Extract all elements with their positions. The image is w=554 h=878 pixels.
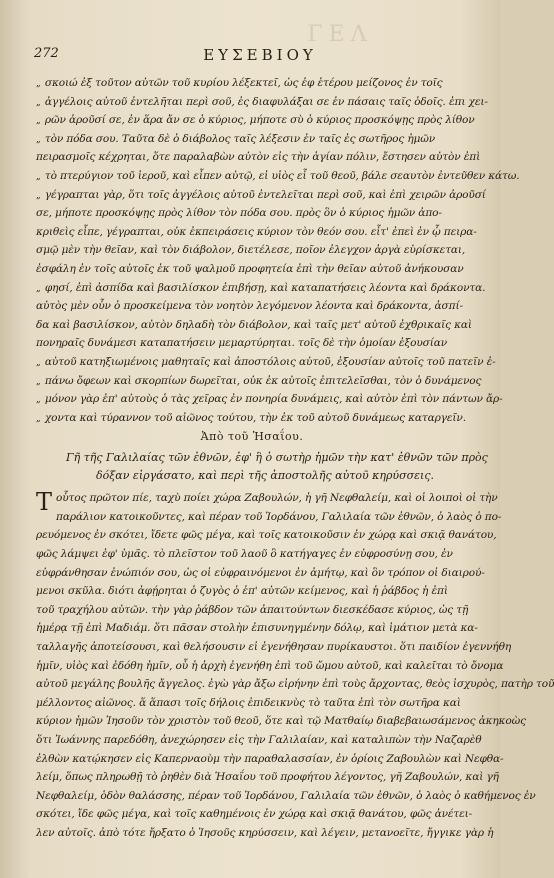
text-line: „ τὸ πτερύγιον τοῦ ἱεροῦ, καὶ εἶπεν αὐτῷ, εἰ υἱὸς εἶ τοῦ θεοῦ, βάλε σεαυτὸν ἐντεῦθεν κάτω. (36, 167, 468, 186)
text-line: τοῦ τραχήλου αὐτῶν. τὴν γὰρ ῥάβδον τῶν ἀπαιτούντων διεσκέδασε κύριος, ὡς τῇ (36, 603, 469, 616)
text-line: αὐτοῦ μεγάλης βουλῆς ἄγγελος. ἐγὼ γὰρ ἄξω εἰρήνην ἐπὶ τοὺς ἄρχοντας, θεὸς ἰσχυρὸς, πατὴρ τοῦ (36, 678, 554, 691)
text-line: οὗτος πρῶτον πίε, ταχὺ ποίει χώρα Ζαβουλών, ἡ γῆ Νεφθαλείμ, καὶ οἱ λοιποὶ οἱ τὴν (56, 492, 498, 505)
text-line: „ αὐτοῦ κατηξιωμένοις μαθηταῖς καὶ ἀποστόλοις αὐτοῦ, ἐξουσίαν αὐτοῖς τοῦ πατεῖν ἐ- (36, 353, 468, 372)
text-line: αὐτὸς μὲν οὖν ὁ προσκείμενα τὸν νοητὸν λεγόμενον λέοντα καὶ δράκοντα, ἀσπί- (36, 300, 463, 313)
text-line: μενοι σκῦλα. διότι ἀφῄρηται ὁ ζυγὸς ὁ ἐπ' αὐτῶν κείμενος, καὶ ἡ ῥάβδος ἡ ἐπὶ (36, 585, 448, 598)
text-line: λεν αὐτοῖς. ἀπὸ τότε ἤρξατο ὁ Ἰησοῦς κηρύσσειν, καὶ λέγειν, μετανοεῖτε, ἤγγικε γὰρ ἡ (36, 826, 494, 839)
text-line: „ μόνον γὰρ ἐπ' αὐτοὺς ὁ τὰς χεῖρας ἐν πονηρία δυνάμεις, καὶ αὐτὸν ἐπὶ τὸν πάντων ἄρ- (36, 390, 468, 409)
text-line: „ πάνω ὄφεων καὶ σκορπίων δωρεῖται, οὐκ ἐκ αὐτοῖς ἐπιτελεῖσθαι, τὸν ὁ δυνάμενος (36, 372, 468, 391)
text-line: ταλλαγῆς ἀποτείσουσι, καὶ θελήσουσιν εἰ ἐγενήθησαν πυρίκαυστοι. ὅτι παιδίον ἐγεννήθη (36, 641, 512, 654)
text-line: „ σκοιώ ἐξ τοῦτον αὐτῶν τοῦ κυρίου λέξεκτεῖ, ὡς ἐφ ἑτέρου μείζονος ἐν τοῖς (36, 74, 468, 93)
text-line: ἐσφάλη ἐν τοῖς αὐτοῖς ἐκ τοῦ ψαλμοῦ προφητεία ἐπὶ τὴν θεῖαν αὐτοῦ ἀνήκουσαν (36, 262, 464, 275)
verse-line: Γῆ τῆς Γαλιλαίας τῶν ἐθνῶν, ἐφ' ἣ ὁ σωτὴρ ἡμῶν τὴν κατ' ἐθνῶν τῶν πρὸς (66, 451, 488, 465)
page-body (36, 74, 554, 843)
text-line: πειρασμοῖς κέχρηται, ὅτε παραλαβὼν αὐτὸν εἰς τὴν ἁγίαν πόλιν, ἔστησεν αὐτὸν ἐπὶ (36, 151, 481, 164)
text-line: ἡμῖν, υἱὸς καὶ ἐδόθη ἡμῖν, οὗ ἡ ἀρχὴ ἐγενήθη ἐπὶ τοῦ ὤμου αὐτοῦ, καὶ καλεῖται τὸ ὄνομα (36, 659, 504, 672)
running-head: ΕΥΣΕΒΙΟΥ (203, 46, 317, 64)
text-line: σμῷ μὲν τὴν θεῖαν, καὶ τὸν διάβολον, διετέλεσε, ποῖον ἐλεγχον ἀργὰ εὑρίσκεται, (36, 244, 466, 257)
text-line: ὅτι Ἰωάννης παρεδόθη, ἀνεχώρησεν εἰς τὴν Γαλιλαίαν, καὶ καταλιπὼν τὴν Ναζαρὲθ (36, 734, 482, 746)
text-line: παράλιον κατοικοῦντες, καὶ πέραν τοῦ Ἰορδάνου, Γαλιλαία τῶν ἐθνῶν, ὁ λαὸς ὁ πο- (56, 510, 502, 523)
page-header (0, 46, 500, 66)
text-line: φῶς λάμψει ἐφ' ὑμᾶς. τὸ πλεῖστον τοῦ λαοῦ ὃ κατήγαγες ἐν εὐφροσύνῃ σου, ἐν (36, 548, 453, 561)
text-line: „ ἀγγέλοις αὐτοῦ ἐντελῆται περὶ σοῦ, ἐς διαφυλάξαι σε ἐν πάσαις ταῖς ὁδοῖς. ἐπι χει- (36, 93, 468, 112)
verse-block (36, 449, 488, 485)
text-block-1 (36, 74, 520, 427)
section-heading: Ἀπὸ τοῦ Ἡσαΐου. (200, 430, 304, 444)
page-number: 272 (34, 46, 59, 61)
text-line: „ τὸν πόδα σου. Ταῦτα δὲ ὁ διάβολος ταῖς λέξεσιν ἐν ταῖς ἐς σωτῆρος ἡμῶν (36, 130, 468, 149)
text-line: κύριον ἡμῶν Ἰησοῦν τὸν χριστὸν τοῦ θεοῦ, ὅτε καὶ τῷ Ματθαίῳ διαβεβαιωσάμενος ἀκηκοὼς (36, 715, 526, 728)
text-line: ἐλθὼν κατῴκησεν εἰς Καπερναοὺμ τὴν παραθαλασσίαν, ἐν ὁρίοις Ζαβουλὼν καὶ Νεφθα- (36, 752, 504, 765)
text-line: „ ρῶν ἀροῦσί σε, ἐν ἅρα ἄν σε ὁ κύριος, μήποτε σὺ ὁ κύριος προσκόψῃς πρὸς λίθον (36, 111, 468, 130)
text-line: „ φησί, ἐπὶ ἀσπίδα καὶ βασιλίσκον ἐπιβήσῃ, καὶ καταπατήσεις λέοντα καὶ δράκοντα. (36, 279, 468, 298)
text-line: λείμ, ὅπως πληρωθῇ τὸ ῥηθὲν διὰ Ἡσαΐου τοῦ προφήτου λέγοντος, γῆ Ζαβουλών, καὶ γῆ (36, 771, 499, 784)
text-line: ρευόμενος ἐν σκότει, ἴδετε φῶς μέγα, καὶ τοῖς κατοικοῦσιν ἐν χώρᾳ καὶ σκιᾷ θανάτου, (36, 529, 497, 542)
text-block-2 (36, 488, 554, 842)
text-line: „ χοντα καὶ τύραννον τοῦ αἰῶνος τούτου, τὴν ἐκ τοῦ αὐτοῦ δυνάμεως καταργεῖν. (36, 409, 468, 428)
text-line: εὐφράνθησαν ἐνώπιόν σου, ὡς οἱ εὐφραινόμενοι ἐν ἀμήτῳ, καὶ ὃν τρόπον οἱ διαιρού- (36, 566, 485, 579)
text-line: κριθεὶς εἶπε, γέγραπται, οὐκ ἐκπειράσεις κύριον τὸν θεόν σου. εἶτ' ἐπεὶ ἐν ᾧ πειρα- (36, 225, 477, 238)
drop-initial: Τ (36, 488, 53, 517)
text-line: πονηραῖς δυνάμεσι καταπατήσειν μεμαρτύρηται. τοῖς δὲ τὴν ὁμοίαν ἐξουσίαν (36, 337, 448, 350)
text-line: δα καὶ βασιλίσκον, αὐτὸν δηλαδὴ τὸν διάβολον, καὶ ταῖς μετ' αὐτοῦ ἐχθρικαῖς καὶ (36, 318, 472, 331)
text-line: ἡμέρᾳ τῇ ἐπὶ Μαδιάμ. ὅτι πᾶσαν στολὴν ἐπισυνηγμένην δόλῳ, καὶ ἱμάτιον μετὰ κα- (36, 622, 478, 635)
text-line: σε, μήποτε προσκόψῃς πρὸς λίθον τὸν πόδα σου. πρὸς ὃν ὁ κύριος ἡμῶν ἀπο- (36, 207, 442, 220)
verse-line: δόξαν εἰργάσατο, καὶ περὶ τῆς ἀποστολῆς αὐτοῦ κηρύσσεις. (96, 469, 435, 483)
bleed-through-text: ΓΕΛ (307, 22, 373, 47)
text-line: Νεφθαλείμ, ὁδὸν θαλάσσης, πέραν τοῦ Ἰορδάνου, Γαλιλαία τῶν ἐθνῶν, ὁ λαὸς ὁ καθήμενος ἐν (36, 789, 536, 802)
text-line: μέλλοντος αἰῶνος. ἅ ἅπασι τοῖς δήλοις ἐπιδεικνὺς τὸ ταῦτα ἐπὶ τὸν σωτῆρα καὶ (36, 696, 461, 709)
text-line: σκότει, ἴδε φῶς μέγα, καὶ τοῖς καθημένοις ἐν χώρᾳ καὶ σκιᾷ θανάτου, φῶς ἀνέτει- (36, 808, 473, 821)
text-line: „ γέγραπται γὰρ, ὅτι τοῖς ἀγγέλοις αὐτοῦ ἐντελεῖται περὶ σοῦ, καὶ ἐπὶ χειρῶν ἀροῦσί (36, 186, 468, 205)
